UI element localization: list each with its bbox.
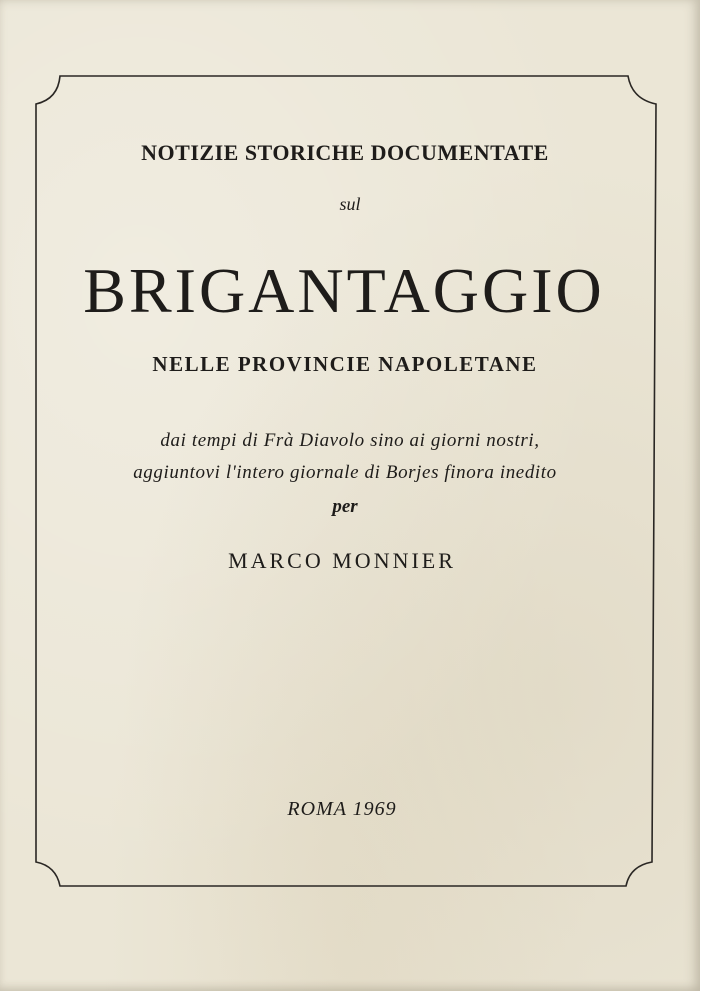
description-line-1: dai tempi di Frà Diavolo sino ai giorni nostri,	[160, 430, 540, 451]
author-name: MARCO MONNIER	[228, 548, 456, 573]
header-text: NOTIZIE STORICHE DOCUMENTATE	[141, 140, 549, 165]
by-word: per	[332, 496, 358, 517]
place-date: ROMA 1969	[287, 798, 397, 820]
connector-text: sul	[339, 194, 361, 214]
main-title: BRIGANTAGGIO	[83, 255, 605, 326]
description-line-2: aggiuntovi l'intero giornale di Borjes finora inedito	[133, 462, 557, 483]
subtitle: NELLE PROVINCIE NAPOLETANE	[152, 352, 538, 376]
